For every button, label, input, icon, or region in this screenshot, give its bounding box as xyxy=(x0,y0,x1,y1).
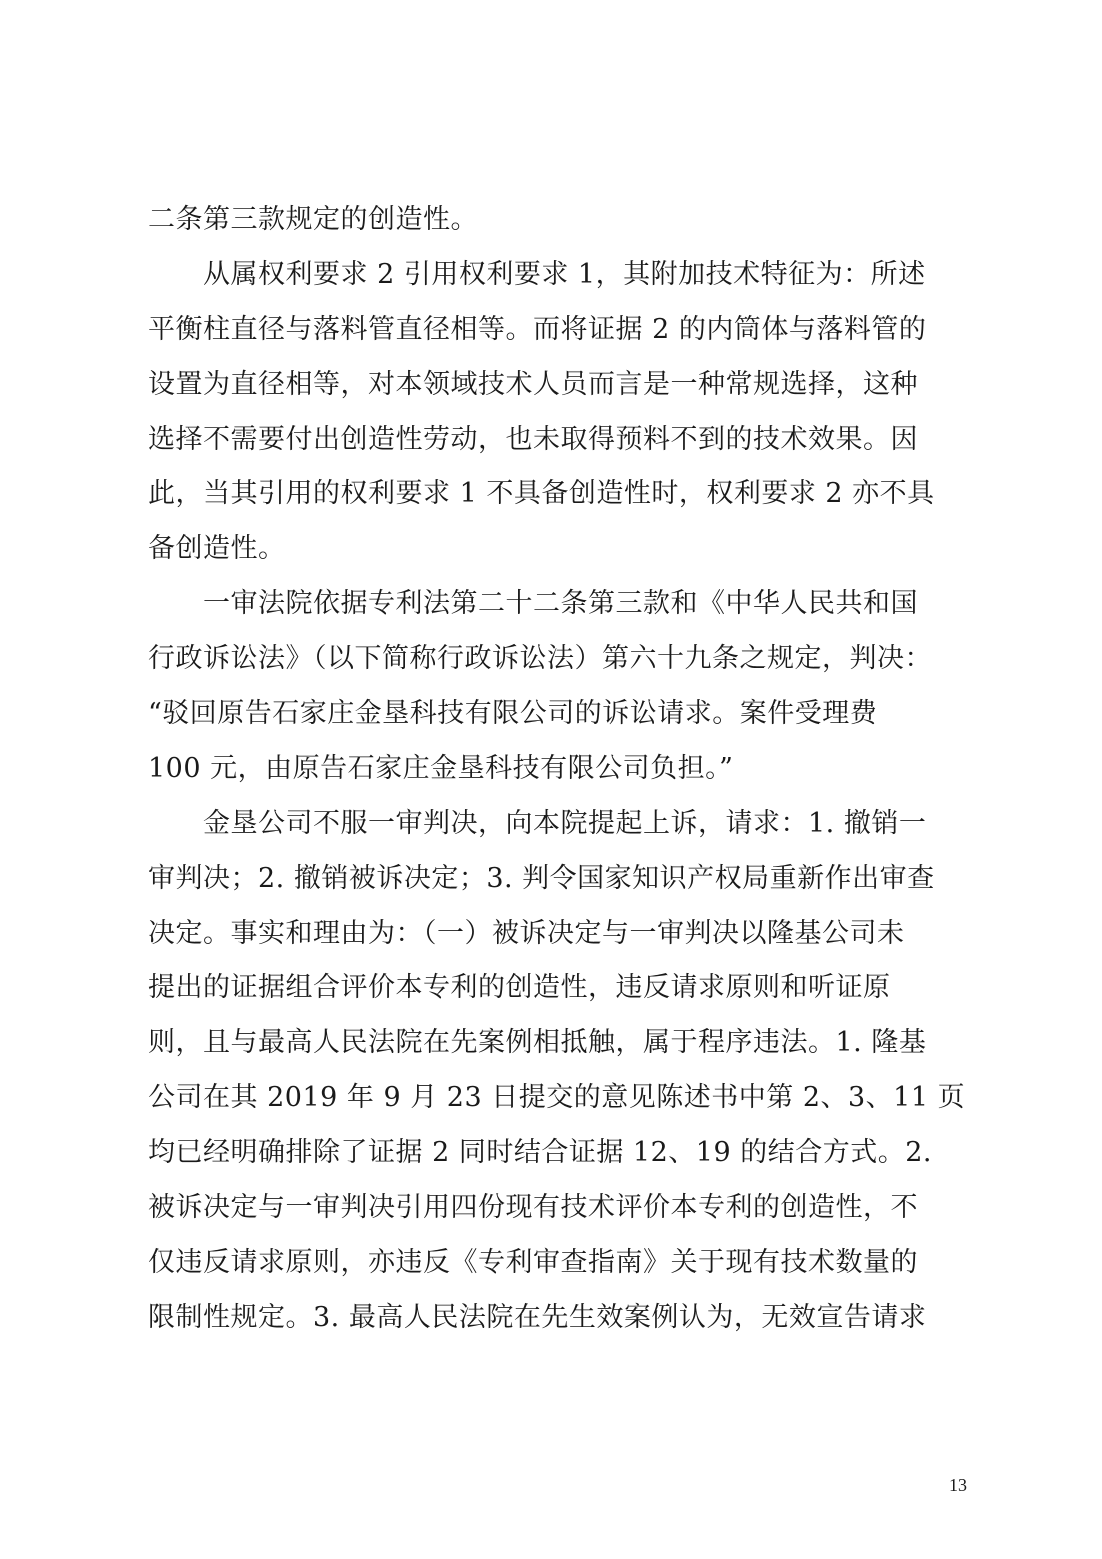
text-line: 从属权利要求 2 引用权利要求 1，其附加技术特征为：所述 xyxy=(148,258,926,290)
text-line: 提出的证据组合评价本专利的创造性，违反请求原则和听证原 xyxy=(148,972,891,1004)
text-line: 设置为直径相等，对本领域技术人员而言是一种常规选择，这种 xyxy=(148,368,918,400)
text-line: 则，且与最高人民法院在先案例相抵触，属于程序违法。1. 隆基 xyxy=(148,1027,927,1059)
text-line: 被诉决定与一审判决引用四份现有技术评价本专利的创造性，不 xyxy=(148,1192,918,1224)
text-line: 备创造性。 xyxy=(148,533,286,565)
text-line: 选择不需要付出创造性劳动，也未取得预料不到的技术效果。因 xyxy=(148,423,918,455)
text-line: 限制性规定。3. 最高人民法院在先生效案例认为，无效宣告请求 xyxy=(148,1301,927,1333)
text-line: 公司在其 2019 年 9 月 23 日提交的意见陈述书中第 2、3、11 页 xyxy=(148,1082,966,1114)
text-line: 行政诉讼法》（以下简称行政诉讼法）第六十九条之规定，判决： xyxy=(148,643,932,675)
text-line: 平衡柱直径与落料管直径相等。而将证据 2 的内筒体与落料管的 xyxy=(148,313,927,345)
text-line: 决定。事实和理由为：（一）被诉决定与一审判决以隆基公司未 xyxy=(148,917,905,949)
text-line: 一审法院依据专利法第二十二条第三款和《中华人民共和国 xyxy=(148,588,918,620)
text-line: 仅违反请求原则，亦违反《专利审查指南》关于现有技术数量的 xyxy=(148,1246,918,1278)
text-line: “驳回原告石家庄金垦科技有限公司的诉讼请求。案件受理费 xyxy=(148,698,878,730)
text-line: 此，当其引用的权利要求 1 不具备创造性时，权利要求 2 亦不具 xyxy=(148,478,935,510)
text-line: 金垦公司不服一审判决，向本院提起上诉，请求：1. 撤销一 xyxy=(148,807,927,839)
text-line: 二条第三款规定的创造性。 xyxy=(148,204,478,235)
text-line: 审判决；2. 撤销被诉决定；3. 判令国家知识产权局重新作出审查 xyxy=(148,862,935,894)
page-number: 13 xyxy=(949,1475,967,1495)
document-body xyxy=(148,193,966,1346)
text-line: 100 元，由原告石家庄金垦科技有限公司负担。” xyxy=(148,752,734,784)
text-line: 均已经明确排除了证据 2 同时结合证据 12、19 的结合方式。2. xyxy=(148,1137,932,1169)
